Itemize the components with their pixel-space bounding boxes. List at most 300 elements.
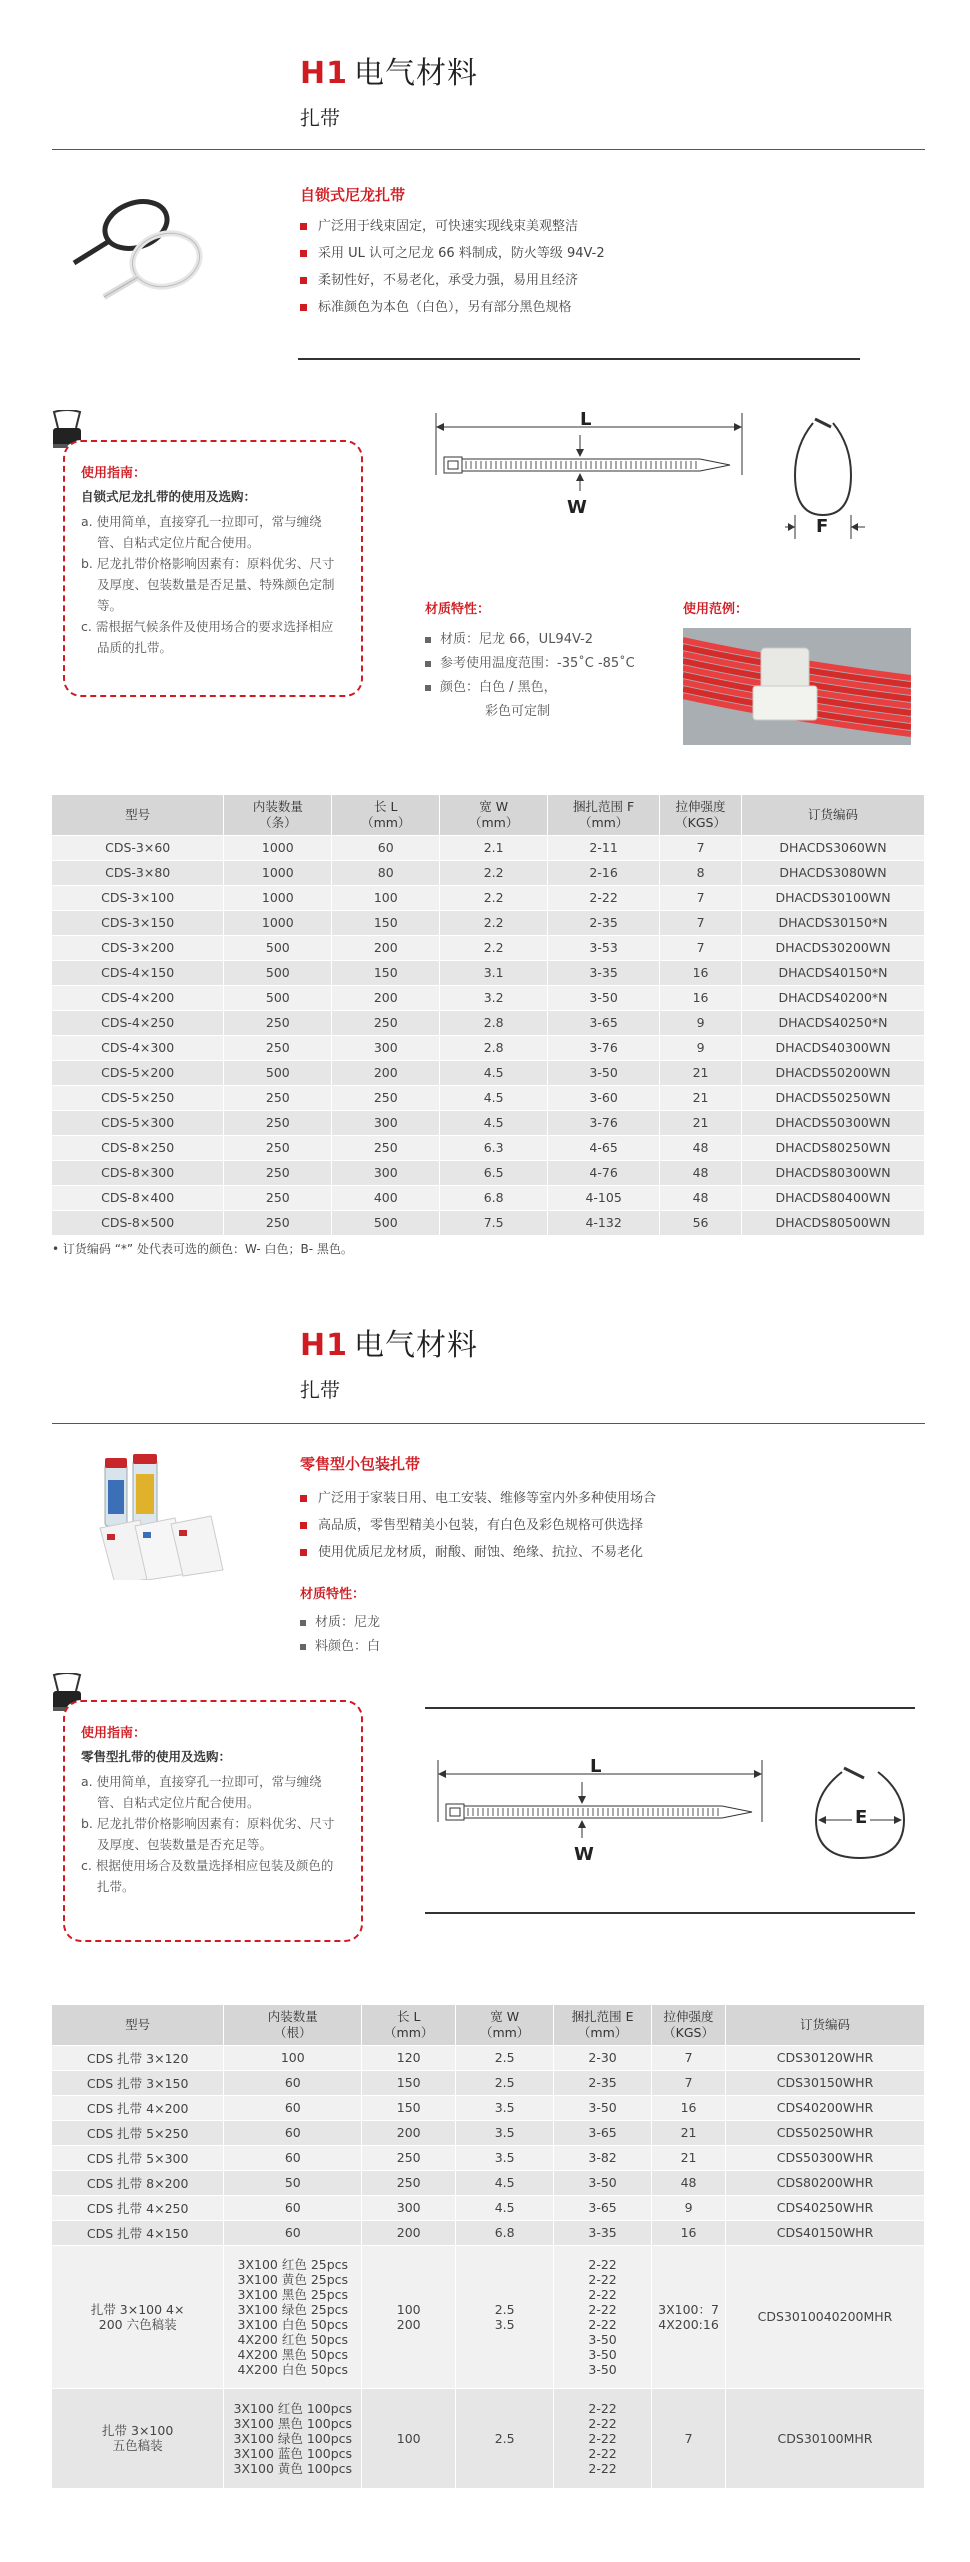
column-header — [660, 795, 742, 835]
cell-line: 3.5 — [494, 2316, 515, 2332]
table-cell: 21 — [652, 2120, 726, 2145]
table-cell: 3-50 — [554, 2170, 652, 2195]
table-row — [52, 1035, 925, 1060]
table-row — [52, 1135, 925, 1160]
table-cell: 60 — [224, 2195, 362, 2220]
table-cell: 250 — [332, 1135, 440, 1160]
table-cell: CDS 扎带 3×150 — [52, 2070, 224, 2095]
table-cell: 200 — [332, 935, 440, 960]
table-row — [52, 2120, 925, 2145]
table-cell: 3-60 — [548, 1085, 660, 1110]
cell-line: 3X100：7 — [658, 2301, 719, 2317]
column-header-line: （mm） — [361, 814, 411, 830]
table-cell: 3-76 — [548, 1035, 660, 1060]
table-cell: 4-132 — [548, 1210, 660, 1235]
bullet-item: 高品质，零售型精美小包装，有白色及彩色规格可供选择 — [300, 1512, 656, 1539]
table-cell: 7 — [660, 885, 742, 910]
cell-line: 3X100 蓝色 100pcs — [233, 2445, 353, 2461]
column-header-line: 型号 — [125, 2016, 151, 2032]
column-header-line: 内装数量 — [267, 2008, 318, 2024]
cell-line: 2-22 — [588, 2430, 617, 2446]
column-header — [362, 2005, 456, 2045]
usage-example-photo — [683, 628, 911, 745]
cell-line: 2.5 — [494, 2301, 515, 2317]
table-row — [52, 860, 925, 885]
material-item: 材质：尼龙 66，UL94V-2 — [425, 628, 635, 652]
column-header-line: 宽 W — [490, 2008, 520, 2024]
table-cell: DHACDS3060WN — [742, 835, 925, 860]
table-cell: 2-35 — [548, 910, 660, 935]
table-cell: 4-105 — [548, 1185, 660, 1210]
cell-line: 2-22 — [588, 2460, 617, 2476]
guide-item: b. 尼龙扎带价格影响因素有：原料优劣、尺寸及厚度、包装数量是否充足等。 — [81, 1816, 335, 1852]
table-cell: 200 — [362, 2120, 456, 2145]
table-cell: 6.5 — [440, 1160, 548, 1185]
cell-line: 3X100 绿色 100pcs — [233, 2430, 353, 2446]
column-header-line: 长 L — [374, 798, 398, 814]
diagram-label-L: L — [580, 409, 592, 430]
table-cell: CDS 扎带 5×300 — [52, 2145, 224, 2170]
cell-line: 2-22 — [588, 2286, 617, 2302]
cell-line: 200 六色稿装 — [98, 2316, 177, 2332]
table-cell: 2.5 — [456, 2070, 554, 2095]
table-cell: 3-35 — [548, 960, 660, 985]
bullet-item: 采用 UL 认可之尼龙 66 料制成，防火等级 94V-2 — [300, 240, 605, 267]
table-cell: 250 — [362, 2145, 456, 2170]
section2-tie-dimension-diagram — [432, 1752, 772, 1892]
cell-line: 3X100 红色 100pcs — [233, 2400, 353, 2416]
table-cell: 6.8 — [456, 2220, 554, 2245]
table-cell: 9 — [652, 2195, 726, 2220]
table-cell: CDS 扎带 4×250 — [52, 2195, 224, 2220]
column-header — [224, 795, 332, 835]
table-cell: 7 — [660, 835, 742, 860]
table-cell: 250 — [332, 1010, 440, 1035]
cell-line: 3-50 — [588, 2331, 617, 2347]
bullet-item: 标准颜色为本色（白色），另有部分黑色规格 — [300, 294, 605, 321]
cell-line: 3X100 黄色 100pcs — [233, 2460, 353, 2476]
cell-line: 2-22 — [588, 2271, 617, 2287]
section2-usage-guide — [63, 1700, 363, 1942]
column-header-line: （KGS） — [675, 814, 726, 830]
cell-line: 3X100 黑色 100pcs — [233, 2415, 353, 2431]
table-cell: 50 — [224, 2170, 362, 2195]
section2-divider — [52, 1423, 925, 1424]
column-header — [652, 2005, 726, 2045]
retail-package-photo — [95, 1450, 230, 1580]
table-cell: CDS 扎带 4×200 — [52, 2095, 224, 2120]
cell-line: 200 — [396, 2316, 421, 2332]
column-header-line: （mm） — [577, 2024, 628, 2040]
table-cell — [456, 2388, 554, 2488]
table-cell: CDS-4×250 — [52, 1010, 224, 1035]
table-cell: 250 — [362, 2170, 456, 2195]
table-cell — [362, 2245, 456, 2388]
table-cell: 48 — [660, 1185, 742, 1210]
table-cell: 3.5 — [456, 2095, 554, 2120]
column-header — [224, 2005, 362, 2045]
table-cell: 2-30 — [554, 2045, 652, 2070]
cell-line: 4X200:16 — [658, 2316, 719, 2332]
table-cell: 250 — [224, 1160, 332, 1185]
cell-line: 4X200 黑色 50pcs — [237, 2346, 349, 2362]
table-cell: 300 — [332, 1035, 440, 1060]
table-cell: 7 — [660, 935, 742, 960]
column-header-line: 型号 — [125, 806, 151, 822]
cell-line: 3X100 绿色 25pcs — [237, 2301, 349, 2317]
table-cell: CDS-5×250 — [52, 1085, 224, 1110]
cell-line: 2-22 — [588, 2415, 617, 2431]
section2-tie-loop-diagram — [812, 1762, 912, 1882]
cell-line: 3X100 黄色 25pcs — [237, 2271, 349, 2287]
table-cell: DHACDS50300WN — [742, 1110, 925, 1135]
table-cell: 60 — [224, 2220, 362, 2245]
table-cell — [52, 2245, 224, 2388]
table-cell: 4-65 — [548, 1135, 660, 1160]
table-cell: 3-35 — [554, 2220, 652, 2245]
table-cell: DHACDS40250*N — [742, 1010, 925, 1035]
table-cell: 60 — [224, 2095, 362, 2120]
table-cell: CDS-4×200 — [52, 985, 224, 1010]
table-row — [52, 835, 925, 860]
table-cell: 48 — [652, 2170, 726, 2195]
table-row — [52, 985, 925, 1010]
table-cell: 2-16 — [548, 860, 660, 885]
table-cell: CDS30120WHR — [726, 2045, 925, 2070]
table-cell — [362, 2388, 456, 2488]
section1-material-list — [425, 628, 635, 724]
table-cell: CDS-3×150 — [52, 910, 224, 935]
table-cell: CDS30150WHR — [726, 2070, 925, 2095]
section1-header-subtitle: 扎带 — [300, 106, 340, 130]
table-cell: CDS50250WHR — [726, 2120, 925, 2145]
table-cell: CDS 扎带 3×120 — [52, 2045, 224, 2070]
section1-header-title: H1 电气材料 — [300, 56, 478, 91]
table-cell: 2.1 — [440, 835, 548, 860]
section1-usage-example-label: 使用范例： — [683, 602, 749, 617]
table-cell: CDS30100MHR — [726, 2388, 925, 2488]
table-row — [52, 935, 925, 960]
column-header-line: （mm） — [384, 2024, 434, 2040]
cell-line: 扎带 3×100 4× — [90, 2301, 185, 2317]
table-row — [52, 1010, 925, 1035]
diagram-label-W: W — [574, 1844, 594, 1865]
table-cell: 150 — [362, 2070, 456, 2095]
cell-line: 3X100 白色 50pcs — [237, 2316, 349, 2332]
section2-bullets — [300, 1485, 656, 1566]
table-cell: 60 — [224, 2070, 362, 2095]
column-header-line: 拉伸强度 — [675, 798, 726, 814]
section1-divider — [52, 149, 925, 150]
table-cell: 150 — [362, 2095, 456, 2120]
guide-subtitle: 零售型扎带的使用及选购： — [81, 1749, 232, 1764]
table-cell: 6.8 — [440, 1185, 548, 1210]
table-cell — [224, 2388, 362, 2488]
table-cell: CDS40250WHR — [726, 2195, 925, 2220]
table-cell: 120 — [362, 2045, 456, 2070]
table-cell: CDS80200WHR — [726, 2170, 925, 2195]
section2-diagram-bottom-line — [425, 1912, 915, 1914]
table-row — [52, 1085, 925, 1110]
table-cell: CDS-8×250 — [52, 1135, 224, 1160]
section2-spec-table — [52, 2005, 925, 2489]
table-cell: 250 — [224, 1010, 332, 1035]
table-cell: 400 — [332, 1185, 440, 1210]
table-row — [52, 2145, 925, 2170]
table-cell: CDS40150WHR — [726, 2220, 925, 2245]
table-row — [52, 1110, 925, 1135]
table-cell: 4.5 — [456, 2195, 554, 2220]
guide-title: 使用指南： — [81, 1726, 147, 1741]
column-header — [52, 795, 224, 835]
column-header-line: （mm） — [479, 2024, 530, 2040]
table-row — [52, 1210, 925, 1235]
table-cell — [52, 2388, 224, 2488]
column-header-line: 订货编码 — [808, 806, 859, 822]
table-cell: 1000 — [224, 835, 332, 860]
guide-item: b. 尼龙扎带价格影响因素有：原料优劣、尺寸及厚度、包装数量是否足量、特殊颜色定制等。 — [81, 556, 335, 613]
table-cell: DHACDS30100WN — [742, 885, 925, 910]
table-cell: DHACDS3080WN — [742, 860, 925, 885]
table-cell: 3-65 — [548, 1010, 660, 1035]
column-header-line: 拉伸强度 — [663, 2008, 714, 2024]
table-cell: 300 — [332, 1110, 440, 1135]
table-cell: 100 — [224, 2045, 362, 2070]
table-cell: 2-35 — [554, 2070, 652, 2095]
table-cell: 7 — [652, 2045, 726, 2070]
table-cell: DHACDS40150*N — [742, 960, 925, 985]
table-cell — [554, 2245, 652, 2388]
table-cell: 4.5 — [440, 1085, 548, 1110]
table-cell: 1000 — [224, 860, 332, 885]
table-cell: 3.5 — [456, 2120, 554, 2145]
table-cell: CDS3010040200MHR — [726, 2245, 925, 2388]
table-row — [52, 2170, 925, 2195]
table-row — [52, 1160, 925, 1185]
table-cell: 200 — [332, 1060, 440, 1085]
table-cell: 2-22 — [548, 885, 660, 910]
diagram-label-W: W — [567, 497, 587, 518]
table-cell: CDS-8×300 — [52, 1160, 224, 1185]
table-cell: 21 — [652, 2145, 726, 2170]
column-header — [554, 2005, 652, 2045]
table-cell: DHACDS80500WN — [742, 1210, 925, 1235]
bullet-item: 广泛用于家装日用、电工安装、维修等室内外多种使用场合 — [300, 1485, 656, 1512]
material-item: 参考使用温度范围：-35˚C -85˚C — [425, 652, 635, 676]
table-row — [52, 1185, 925, 1210]
table-cell: 7 — [652, 2070, 726, 2095]
table-cell: 3-65 — [554, 2195, 652, 2220]
cell-line: 2-22 — [588, 2445, 617, 2461]
table-cell: 60 — [224, 2120, 362, 2145]
table-cell: 4.5 — [456, 2170, 554, 2195]
table-cell: 2.2 — [440, 910, 548, 935]
table-row-kit — [52, 2388, 925, 2488]
table-row — [52, 2220, 925, 2245]
table-cell: 9 — [660, 1010, 742, 1035]
cell-line: 100 — [396, 2430, 421, 2446]
diagram-label-F: F — [816, 516, 829, 537]
table-cell — [224, 2245, 362, 2388]
table-cell: 16 — [660, 985, 742, 1010]
table-cell: 3-50 — [554, 2095, 652, 2120]
table-cell: 60 — [224, 2145, 362, 2170]
cell-line: 4X200 红色 50pcs — [237, 2331, 349, 2347]
table-cell: CDS-4×150 — [52, 960, 224, 985]
table-cell: CDS 扎带 4×150 — [52, 2220, 224, 2245]
cell-line: 3X100 红色 25pcs — [237, 2256, 349, 2272]
table-cell: 2.2 — [440, 860, 548, 885]
table-cell: 60 — [332, 835, 440, 860]
column-header-line: （mm） — [469, 814, 519, 830]
table-cell: 1000 — [224, 910, 332, 935]
table-cell: 250 — [332, 1085, 440, 1110]
section1-material-label: 材质特性： — [425, 602, 491, 617]
table-cell: CDS-3×80 — [52, 860, 224, 885]
table-cell: 21 — [660, 1110, 742, 1135]
cell-line: 2-22 — [588, 2316, 617, 2332]
table-cell: 7.5 — [440, 1210, 548, 1235]
material-item: 料颜色：白 — [300, 1635, 380, 1659]
column-header — [440, 795, 548, 835]
column-header — [742, 795, 925, 835]
table-cell: 2.8 — [440, 1035, 548, 1060]
cell-line: 3-50 — [588, 2346, 617, 2362]
section1-usage-guide — [63, 440, 363, 697]
table-cell: 3-82 — [554, 2145, 652, 2170]
table-row — [52, 910, 925, 935]
table-cell: 3.2 — [440, 985, 548, 1010]
table-cell — [456, 2245, 554, 2388]
table-cell: 2.2 — [440, 885, 548, 910]
table-cell: 500 — [332, 1210, 440, 1235]
table-cell: CDS-3×60 — [52, 835, 224, 860]
guide-item: a. 使用简单，直接穿孔一拉即可，常与缠绕管、自粘式定位片配合使用。 — [81, 514, 322, 550]
table-cell: 4.5 — [440, 1110, 548, 1135]
table-row — [52, 960, 925, 985]
table-cell: 80 — [332, 860, 440, 885]
guide-item: a. 使用简单，直接穿孔一拉即可，常与缠绕管、自粘式定位片配合使用。 — [81, 1774, 322, 1810]
table-cell: DHACDS30150*N — [742, 910, 925, 935]
column-header-line: （mm） — [578, 814, 629, 830]
column-header-line: （条） — [259, 814, 297, 830]
material-item: 颜色：白色 / 黑色， — [425, 676, 635, 700]
guide-title: 使用指南： — [81, 466, 147, 481]
table-cell: 2.2 — [440, 935, 548, 960]
table-cell: DHACDS50250WN — [742, 1085, 925, 1110]
table-cell: DHACDS40300WN — [742, 1035, 925, 1060]
column-header-line: 捆扎范围 F — [573, 798, 635, 814]
table-cell: 500 — [224, 1060, 332, 1085]
section1-header — [300, 48, 478, 131]
cell-line: 7 — [684, 2430, 693, 2446]
table-cell: 6.3 — [440, 1135, 548, 1160]
table-cell: 250 — [224, 1035, 332, 1060]
table-cell: 250 — [224, 1185, 332, 1210]
cell-line: 2-22 — [588, 2400, 617, 2416]
cell-line: 2-22 — [588, 2301, 617, 2317]
table-cell — [652, 2388, 726, 2488]
guide-item: c. 需根据气候条件及使用场合的要求选择相应品质的扎带。 — [81, 619, 334, 655]
table-cell: 3-65 — [554, 2120, 652, 2145]
table-cell: 150 — [332, 960, 440, 985]
table-cell: 200 — [332, 985, 440, 1010]
table-cell: 4.5 — [440, 1060, 548, 1085]
section1-tie-dimension-diagram — [430, 405, 760, 545]
table-cell: 250 — [224, 1085, 332, 1110]
table-row — [52, 885, 925, 910]
cell-line: 4X200 白色 50pcs — [237, 2361, 349, 2377]
column-header — [456, 2005, 554, 2045]
cell-line: 3X100 黑色 25pcs — [237, 2286, 349, 2302]
table-cell: 3-50 — [548, 985, 660, 1010]
table-cell: CDS-5×300 — [52, 1110, 224, 1135]
section2-material-list — [300, 1611, 380, 1659]
cell-line: 扎带 3×100 — [102, 2423, 174, 2438]
table-cell: 150 — [332, 910, 440, 935]
cell-line: 3-50 — [588, 2361, 617, 2377]
table-cell: 2.5 — [456, 2045, 554, 2070]
table-cell: 500 — [224, 960, 332, 985]
column-header-line: 内装数量 — [252, 798, 303, 814]
table-cell: 4-76 — [548, 1160, 660, 1185]
bullet-item: 柔韧性好，不易老化，承受力强，易用且经济 — [300, 267, 605, 294]
section2-header — [300, 1320, 478, 1403]
table-cell: 250 — [224, 1135, 332, 1160]
table-cell: 16 — [660, 960, 742, 985]
table-cell: CDS-5×200 — [52, 1060, 224, 1085]
table-cell: DHACDS80400WN — [742, 1185, 925, 1210]
section1-bullets — [300, 213, 605, 321]
table-cell: 3-76 — [548, 1110, 660, 1135]
section1-product-divider — [298, 358, 860, 360]
table-cell: CDS50300WHR — [726, 2145, 925, 2170]
table-cell — [554, 2388, 652, 2488]
table-cell: 21 — [660, 1085, 742, 1110]
cable-tie-photo — [66, 185, 226, 305]
column-header-line: 订货编码 — [800, 2016, 851, 2032]
table-cell: CDS-4×300 — [52, 1035, 224, 1060]
section2-diagram-top-line — [425, 1707, 915, 1709]
guide-item: c. 根据使用场合及数量选择相应包装及颜色的扎带。 — [81, 1858, 334, 1894]
table-cell: 48 — [660, 1160, 742, 1185]
table-cell: 16 — [652, 2220, 726, 2245]
table-cell: 3.5 — [456, 2145, 554, 2170]
cell-line: 2.5 — [494, 2430, 515, 2446]
table-row — [52, 2070, 925, 2095]
material-item: 材质：尼龙 — [300, 1611, 380, 1635]
column-header-line: 捆扎范围 E — [571, 2008, 634, 2024]
table-row — [52, 2095, 925, 2120]
table-cell: DHACDS80250WN — [742, 1135, 925, 1160]
table-row-kit — [52, 2245, 925, 2388]
table-cell — [652, 2245, 726, 2388]
table-cell: 9 — [660, 1035, 742, 1060]
diagram-label-L: L — [590, 1756, 602, 1777]
table-cell: 500 — [224, 935, 332, 960]
table-cell: DHACDS80300WN — [742, 1160, 925, 1185]
material-item-continued: 彩色可定制 — [485, 704, 551, 719]
table-cell: 3.1 — [440, 960, 548, 985]
section2-header-subtitle: 扎带 — [300, 1378, 340, 1402]
table-cell: 8 — [660, 860, 742, 885]
table-cell: CDS-8×500 — [52, 1210, 224, 1235]
section2-product-title: 零售型小包装扎带 — [300, 1455, 421, 1473]
table-cell: CDS-8×400 — [52, 1185, 224, 1210]
bullet-item: 使用优质尼龙材质，耐酸、耐蚀、绝缘、抗拉、不易老化 — [300, 1539, 656, 1566]
table-cell: CDS-3×200 — [52, 935, 224, 960]
table-cell: 3-50 — [548, 1060, 660, 1085]
